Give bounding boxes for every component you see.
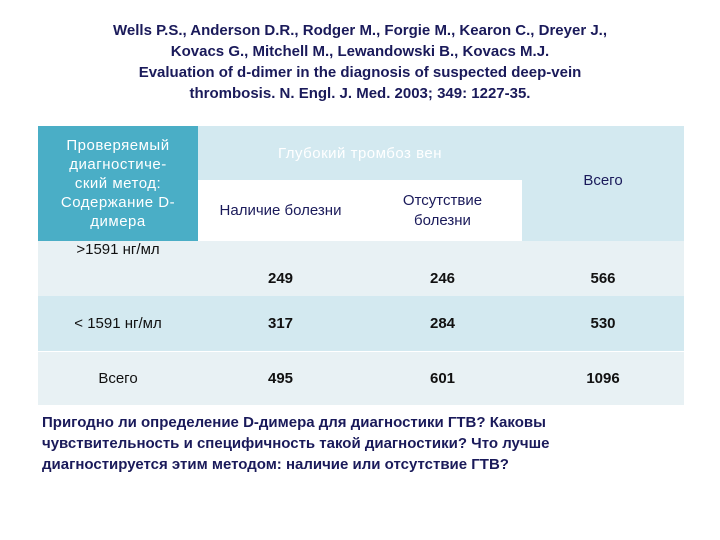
table-row bbox=[38, 241, 684, 296]
method-header-line: Содержание D- bbox=[60, 194, 176, 211]
method-header-line: диагностиче- bbox=[69, 156, 167, 173]
citation-line: Evaluation of d-dimer in the diagnosis of suspected deep-vein bbox=[138, 64, 582, 81]
absence-header bbox=[363, 180, 522, 241]
total-value: 566 bbox=[590, 270, 616, 287]
total-value: 1096 bbox=[586, 369, 620, 387]
question-text bbox=[42, 412, 682, 475]
table-row bbox=[38, 296, 684, 351]
total-value: 530 bbox=[590, 315, 616, 332]
row-label: >1591 нг/мл bbox=[76, 241, 160, 258]
presence-value: 317 bbox=[267, 315, 294, 332]
total-header: Всего bbox=[522, 126, 684, 241]
question-line: чувствительность и специфичность такой диагностики? Что лучше bbox=[42, 435, 550, 452]
row-divider bbox=[38, 351, 684, 352]
citation bbox=[40, 20, 680, 104]
question-line: Пригодно ли определение D-димера для диагностики ГТВ? Каковы bbox=[42, 414, 546, 431]
presence-header: Наличие болезни bbox=[198, 180, 363, 241]
table-row bbox=[38, 351, 684, 405]
absence-header-line: болезни bbox=[414, 211, 471, 229]
citation-line: Wells P.S., Anderson D.R., Rodger M., Forgie M., Kearon C., Dreyer J., bbox=[113, 22, 607, 39]
method-header-line: Проверяемый bbox=[66, 137, 170, 154]
absence-value: 284 bbox=[429, 315, 456, 332]
question-line: диагностируется этим методом: наличие или отсутствие ГТВ? bbox=[42, 456, 509, 473]
absence-value: 246 bbox=[429, 270, 456, 287]
row-label: < 1591 нг/мл bbox=[74, 315, 162, 332]
method-header bbox=[38, 126, 198, 241]
method-header-line: ский метод: bbox=[74, 175, 162, 192]
presence-value: 249 bbox=[267, 270, 294, 287]
absence-value: 601 bbox=[429, 369, 456, 387]
absence-header-line: Отсутствие bbox=[402, 191, 483, 209]
presence-value: 495 bbox=[267, 369, 294, 387]
d-dimer-table bbox=[38, 126, 684, 405]
citation-line: thrombosis. N. Engl. J. Med. 2003; 349: 1227-35. bbox=[189, 85, 531, 102]
row-label: Всего bbox=[98, 369, 138, 387]
dvt-group-header: Глубокий тромбоз вен bbox=[198, 126, 522, 180]
method-header-line: димера bbox=[90, 213, 146, 230]
citation-line: Kovacs G., Mitchell M., Lewandowski B., Kovacs M.J. bbox=[170, 43, 550, 60]
